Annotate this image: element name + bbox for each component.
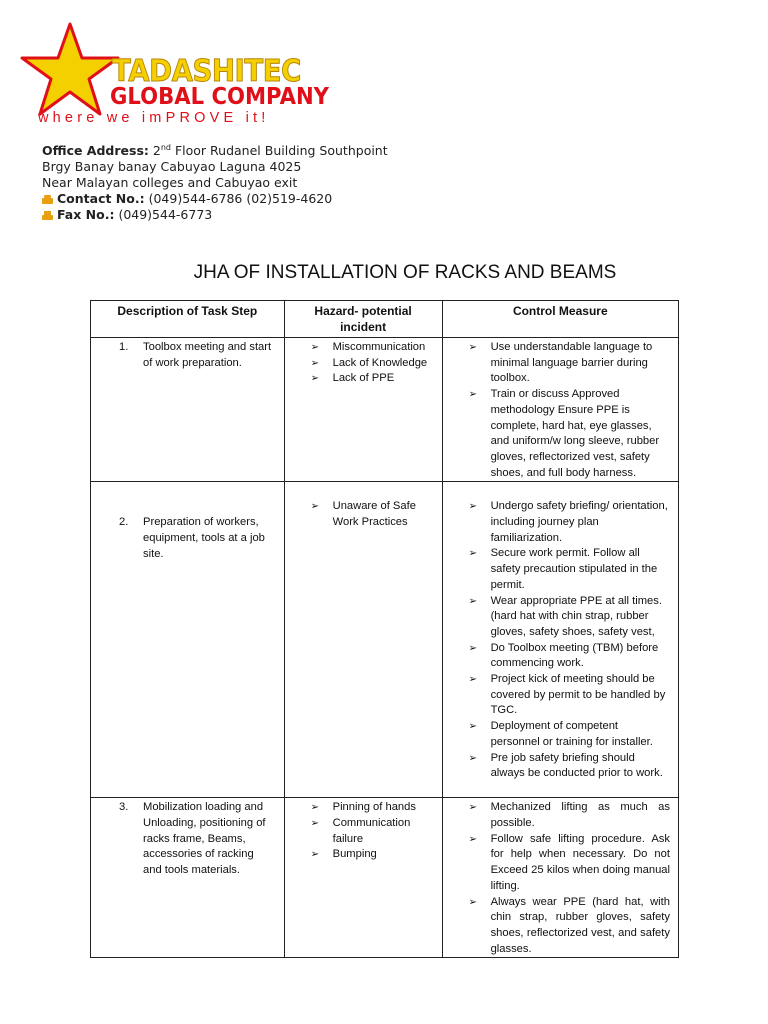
list-item: ➢ Follow safe lifting procedure. Ask for help when necessary. Do not Exceed 25 kilos when doing manual lifting. — [469, 832, 670, 895]
phone-icon — [42, 195, 53, 204]
list-item: ➢ Undergo safety briefing/ orientation, including journey plan familiarization. — [469, 499, 670, 546]
list-item: ➢ Always wear PPE (hard hat, with chin strap, rubber gloves, safety shoes, reflectorized vest, and safety glasses. — [469, 895, 670, 958]
contact-value: (049)544-6786 (02)519-4620 — [148, 191, 333, 207]
hazard-cell — [284, 338, 442, 482]
list-item: ➢ Pre job safety briefing should always be conducted prior to work. — [469, 751, 670, 782]
column-header-task: Description of Task Step — [91, 301, 285, 338]
list-item: ➢ Miscommunication — [311, 340, 434, 356]
task-cell — [91, 798, 285, 958]
task-text: Mobilization loading and Unloading, positioning of racks frame, Beams, accessories of racking and tools materials. — [143, 801, 266, 877]
column-header-hazard: Hazard- potential incident — [284, 301, 442, 338]
step-number: 1. — [119, 341, 129, 353]
company-name-line2: GLOBAL COMPANY — [110, 84, 329, 110]
list-item: ➢ Train or discuss Approved methodology Ensure PPE is complete, hard hat, eye glasses, and uniform/w long sleeve, rubber gloves, reflectorized vest, safety shoes, and full body harness. — [469, 387, 670, 481]
control-cell — [442, 482, 678, 798]
task-text: Preparation of workers, equipment, tools at a job site. — [143, 516, 265, 560]
list-item: ➢ Wear appropriate PPE at all times. (hard hat with chin strap, rubber gloves, safety shoes, safety vest, — [469, 594, 670, 641]
list-item: ➢ Unaware of Safe Work Practices — [311, 499, 434, 530]
task-cell — [91, 482, 285, 798]
list-item: ➢ Bumping — [311, 847, 434, 863]
office-address-label: Office Address: — [42, 143, 149, 159]
step-number: 2. — [119, 516, 129, 529]
list-item: ➢ Deployment of competent personnel or training for installer. — [469, 719, 670, 750]
hazard-cell — [284, 482, 442, 798]
fax-icon — [42, 211, 53, 220]
office-address-line3: Near Malayan colleges and Cabuyao exit — [42, 175, 298, 191]
list-item: ➢ Mechanized lifting as much as possible. — [469, 800, 670, 831]
list-item: ➢ Pinning of hands — [311, 800, 434, 816]
table-row — [91, 338, 679, 482]
contact-label: Contact No.: — [57, 191, 145, 207]
address-block — [42, 140, 388, 223]
step-number: 3. — [119, 801, 129, 814]
document-title: JHA OF INSTALLATION OF RACKS AND BEAMS — [193, 262, 617, 283]
column-header-control: Control Measure — [442, 301, 678, 338]
list-item: ➢ Project kick of meeting should be covered by permit to be handled by TGC. — [469, 672, 670, 719]
fax-value: (049)544-6773 — [118, 207, 213, 223]
control-cell — [442, 798, 678, 958]
task-text: Toolbox meeting and start of work preparation. — [143, 341, 272, 369]
list-item: ➢ Communication failure — [311, 816, 434, 847]
company-name-line1: TADASHITEC — [112, 54, 301, 89]
table-row — [91, 482, 679, 798]
task-cell — [91, 338, 285, 482]
company-tagline: where we imPROVE it! — [38, 110, 270, 126]
contact-line — [42, 191, 388, 207]
list-item: ➢ Secure work permit. Follow all safety precaution stipulated in the permit. — [469, 546, 670, 593]
fax-label: Fax No.: — [57, 207, 115, 223]
jha-table — [90, 300, 679, 958]
list-item: ➢ Do Toolbox meeting (TBM) before commencing work. — [469, 641, 670, 672]
company-logo — [14, 22, 344, 130]
control-cell — [442, 338, 678, 482]
list-item: ➢ Use understandable language to minimal language barrier during toolbox. — [469, 340, 670, 387]
hazard-cell — [284, 798, 442, 958]
office-address-line1: Office Address: 2nd Floor Rudanel Building Southpoint — [42, 143, 388, 159]
list-item: ➢ Lack of PPE — [311, 371, 434, 387]
office-address-line2: Brgy Banay banay Cabuyao Laguna 4025 — [42, 159, 302, 175]
table-header-row — [91, 301, 679, 338]
fax-line — [42, 207, 388, 223]
table-row — [91, 798, 679, 958]
list-item: ➢ Lack of Knowledge — [311, 356, 434, 372]
